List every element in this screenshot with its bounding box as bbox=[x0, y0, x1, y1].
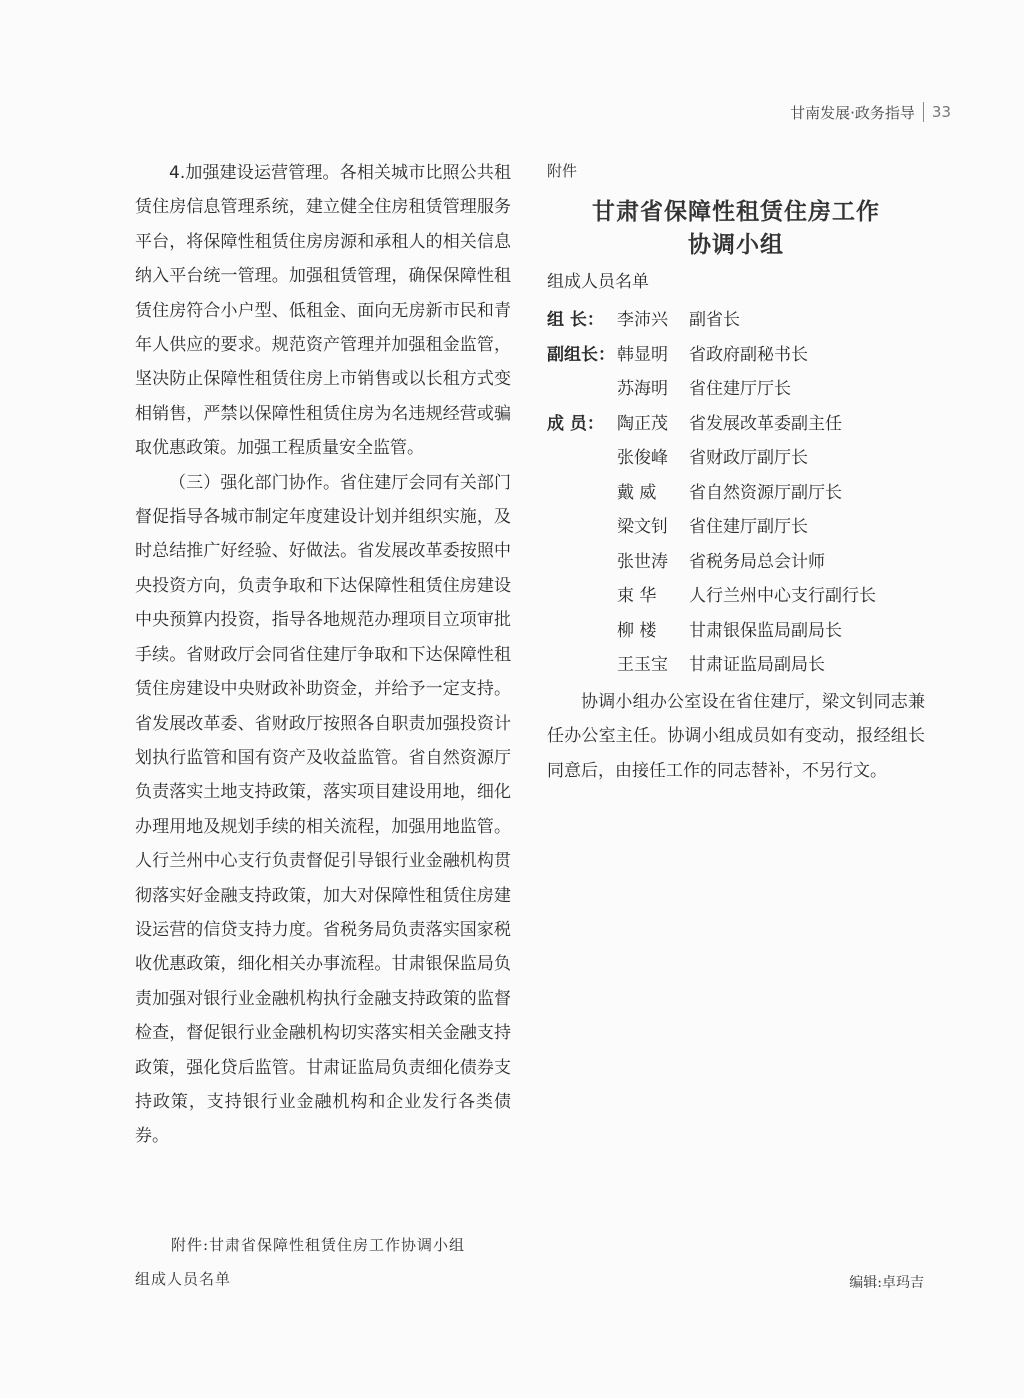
member-name: 王玉宝 bbox=[617, 655, 668, 675]
member-row bbox=[547, 372, 925, 407]
member-name: 张世涛 bbox=[617, 551, 668, 572]
member-post: 省税务局总会计师 bbox=[689, 551, 825, 572]
member-name: 戴 威 bbox=[617, 482, 657, 503]
attachment-title bbox=[547, 196, 925, 262]
member-role bbox=[547, 614, 617, 649]
member-role: 成 员： bbox=[547, 413, 604, 434]
footer-attachment-line2: 组成人员名单 bbox=[135, 1270, 232, 1288]
member-row bbox=[547, 614, 925, 649]
member-role bbox=[547, 372, 617, 407]
attachment-title-line2: 协调小组 bbox=[688, 232, 784, 258]
member-role: 副组长： bbox=[547, 344, 615, 365]
member-row bbox=[547, 510, 925, 545]
member-row bbox=[547, 648, 925, 683]
attachment-title-line1: 甘肃省保障性租赁住房工作 bbox=[592, 199, 880, 225]
member-post: 甘肃银保监局副局长 bbox=[689, 620, 842, 641]
member-row bbox=[547, 303, 925, 338]
member-role bbox=[547, 648, 617, 683]
member-name: 李沛兴 bbox=[617, 310, 668, 330]
editor-credit: 编辑:卓玛吉 bbox=[849, 1275, 924, 1291]
member-post: 省财政厅副厅长 bbox=[689, 448, 808, 468]
member-role bbox=[547, 441, 617, 476]
member-name: 束 华 bbox=[617, 586, 657, 606]
member-row bbox=[547, 407, 925, 442]
attachment-subtitle: 组成人员名单 bbox=[547, 272, 649, 292]
member-row bbox=[547, 441, 925, 476]
member-role bbox=[547, 476, 617, 511]
office-note: 协调小组办公室设在省住建厅，梁文钊同志兼任办公室主任。协调小组成员如有变动，报经组长同意后，由接任工作的同志替补，不另行文。 bbox=[547, 691, 925, 781]
member-row bbox=[547, 338, 925, 373]
member-row bbox=[547, 476, 925, 511]
member-post: 省政府副秘书长 bbox=[689, 344, 808, 365]
member-role bbox=[547, 510, 617, 545]
journal-section-title: 甘南发展·政务指导 bbox=[790, 103, 915, 122]
member-role bbox=[547, 579, 617, 614]
member-name: 苏海明 bbox=[617, 379, 668, 399]
paragraph-operation-management: 4.加强建设运营管理。各相关城市比照公共租赁住房信息管理系统，建立健全住房租赁管理服务平台，将保障性租赁住房房源和承租人的相关信息纳入平台统一管理。加强租赁管理，确保保障性租赁住房符合小户型、低租金、面向无房新市民和青年人供应的要求。规范资产管理并加强租金监管，坚决防止保障性租赁住房上市销售或以长租方式变相销售，严禁以保障性租赁住房为名违规经营或骗取优惠政策。加强工程质量安全监管。 bbox=[135, 163, 511, 459]
left-column bbox=[135, 156, 511, 1154]
member-name: 陶正茂 bbox=[617, 413, 668, 434]
member-post: 省发展改革委副主任 bbox=[689, 413, 842, 434]
member-name: 梁文钊 bbox=[617, 517, 668, 537]
footer-attachment-line1: 附件:甘肃省保障性租赁住房工作协调小组 bbox=[171, 1236, 466, 1254]
header-divider bbox=[923, 102, 924, 122]
member-post: 省住建厅厅长 bbox=[689, 379, 791, 399]
member-role bbox=[547, 545, 617, 580]
page-number: 33 bbox=[931, 103, 951, 121]
member-role: 组 长： bbox=[547, 310, 604, 330]
member-post: 甘肃证监局副局长 bbox=[689, 655, 825, 675]
paragraph-department-coordination: （三）强化部门协作。省住建厅会同有关部门督促指导各城市制定年度建设计划并组织实施，及时总结推广好经验、好做法。省发展改革委按照中央投资方向，负责争取和下达保障性租赁住房建设中央预算内投资，指导各地规范办理项目立项审批手续。省财政厅会同省住建厅争取和下达保障性租赁住房建设中央财政补助资金，并给予一定支持。省发展改革委、省财政厅按照各自职责加强投资计划执行监管和国有资产及收益监管。省自然资源厅负责落实土地支持政策，落实项目建设用地，细化办理用地及规划手续的相关流程，加强用地监管。人行兰州中心支行负责督促引导银行业金融机构贯彻落实好金融支持政策，加大对保障性租赁住房建设运营的信贷支持力度。省税务局负责落实国家税收优惠政策，细化相关办事流程。甘肃银保监局负责加强对银行业金融机构执行金融支持政策的监督检查，督促银行业金融机构切实落实相关金融支持政策，强化贷后监管。甘肃证监局负责细化债券支持政策，支持银行业金融机构和企业发行各类债券。 bbox=[135, 472, 511, 1147]
member-name: 张俊峰 bbox=[617, 448, 668, 468]
right-column bbox=[547, 156, 925, 788]
member-row bbox=[547, 579, 925, 614]
member-post: 省住建厅副厅长 bbox=[689, 517, 808, 537]
member-post: 省自然资源厅副厅长 bbox=[689, 482, 842, 503]
attachment-label: 附件 bbox=[547, 162, 578, 180]
member-post: 人行兰州中心支行副行长 bbox=[689, 586, 876, 606]
footer-attachment bbox=[135, 1228, 515, 1296]
member-row bbox=[547, 545, 925, 580]
member-post: 副省长 bbox=[689, 310, 740, 330]
running-header bbox=[790, 101, 951, 123]
member-name: 柳 楼 bbox=[617, 620, 657, 641]
member-list bbox=[547, 303, 925, 683]
member-name: 韩显明 bbox=[617, 344, 668, 365]
